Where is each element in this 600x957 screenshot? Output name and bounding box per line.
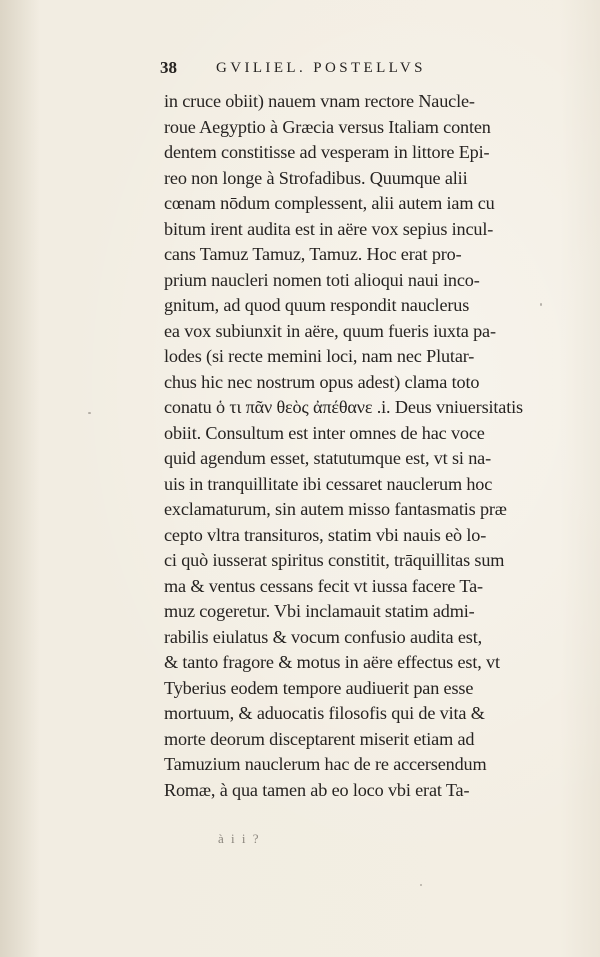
text-line: Tyberius eodem tempore audiuerit pan esse: [164, 677, 474, 698]
text-line: ma & ventus cessans fecit vt iussa facere Ta-: [164, 575, 483, 596]
page-header: [160, 58, 540, 82]
body-text: [164, 89, 594, 803]
text-line: cans Tamuz Tamuz, Tamuz. Hoc erat pro-: [164, 244, 462, 264]
text-line: uis in tranquillitate ibi cessaret nauclerum hoc: [164, 473, 493, 494]
text-line: dentem constitisse ad vesperam in littore Epi-: [164, 142, 490, 162]
text-line: prium naucleri nomen toti alioqui naui inco-: [164, 269, 480, 290]
text-line: cepto vltra transituros, statim vbi nauis eò lo-: [164, 524, 487, 545]
running-head: GVILIEL. POSTELLVS: [216, 60, 426, 76]
text-line: ea vox subiunxit in aëre, quum fueris iuxta pa-: [164, 320, 496, 341]
text-line: Romæ, à qua tamen ab eo loco vbi erat Ta-: [164, 779, 470, 800]
text-line: roue Aegyptio à Græcia versus Italiam conten: [164, 116, 491, 137]
text-line: lodes (si recte memini loci, nam nec Plutar-: [164, 346, 475, 366]
text-line: mortuum, & aduocatis filosofis qui de vita &: [164, 703, 485, 723]
folio-number: 38: [160, 58, 177, 77]
text-line: muz cogeretur. Vbi inclamauit statim admi-: [164, 601, 475, 621]
text-line: obiit. Consultum est inter omnes de hac voce: [164, 422, 485, 443]
text-line: Tamuzium nauclerum hac de re accersendum: [164, 754, 487, 774]
ink-speck: [540, 303, 542, 306]
text-line: gnitum, ad quod quum respondit nauclerus: [164, 295, 470, 315]
text-line: conatu ὁ τι πᾶν θεὸς ἀπέθανε .i. Deus vniuersitatis: [164, 397, 523, 417]
ink-speck: [420, 884, 422, 886]
text-line: & tanto fragore & motus in aëre effectus est, vt: [164, 652, 500, 672]
text-line: chus hic nec nostrum opus adest) clama toto: [164, 371, 480, 392]
text-line: in cruce obiit) nauem vnam rectore Naucle-: [164, 91, 475, 111]
text-line: quid agendum esset, statutumque est, vt si na-: [164, 448, 491, 468]
text-line: cœnam nōdum complessent, alii autem iam cu: [164, 193, 495, 213]
text-line: exclamaturum, sin autem misso fantasmatis præ: [164, 499, 507, 519]
ink-speck: [88, 412, 91, 414]
text-line: bitum irent audita est in aëre vox sepius incul-: [164, 218, 494, 239]
text-line: reo non longe à Strofadibus. Quumque alii: [164, 167, 468, 188]
text-line: rabilis eiulatus & vocum confusio audita est,: [164, 626, 483, 647]
text-line: ci quò iusserat spiritus constitit, trāquillitas sum: [164, 550, 505, 570]
page-gutter-shadow: [0, 0, 40, 957]
text-line: morte deorum disceptarent miserit etiam ad: [164, 728, 475, 749]
catchword: à i i ?: [218, 831, 261, 846]
